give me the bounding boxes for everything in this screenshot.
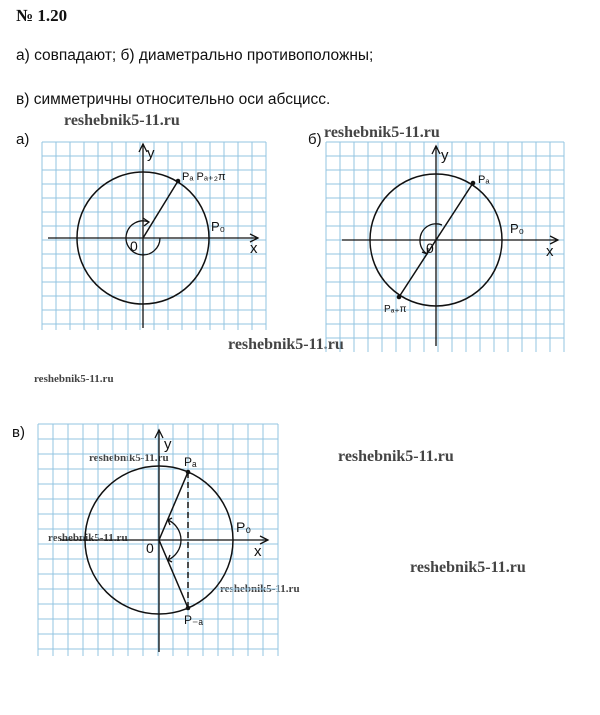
watermark: reshebnik5-11.ru xyxy=(324,124,440,141)
problem-number: № 1.20 xyxy=(16,6,68,25)
figure-c-p-alpha-label: Pₐ xyxy=(184,455,197,469)
figure-b-p0-label: P₀ xyxy=(510,221,525,236)
figure-c-origin-label: 0 xyxy=(146,540,154,556)
figure-c-rotation-arc-lower xyxy=(168,540,181,560)
figure-c-point-p-alpha xyxy=(186,470,191,475)
watermark: reshebnik5-11.ru xyxy=(48,532,128,544)
figure-a-label: а) xyxy=(16,131,30,148)
answer-line-2: в) симметричны относительно оси абсцисс. xyxy=(16,91,331,108)
figure-a-p-alpha-label: Pₐ Pₐ₊₂π xyxy=(182,171,226,183)
figure-c-p0-label: P₀ xyxy=(236,519,252,535)
watermark: reshebnik5-11.ru xyxy=(338,448,454,465)
watermark: reshebnik5-11.ru xyxy=(34,373,114,385)
figure-a-origin-label: 0 xyxy=(130,238,138,254)
figure-c-rotation-arc-upper xyxy=(168,520,181,540)
answer-line-1: а) совпадают; б) диаметрально противоположны; xyxy=(16,47,374,64)
figure-c-y-label: y xyxy=(164,436,172,453)
figure-b-p-alpha-label: Pₐ xyxy=(478,174,490,186)
figure-c-x-label: x xyxy=(254,543,262,560)
watermark: reshebnik5-11.ru xyxy=(410,559,526,576)
watermark: reshebnik5-11.ru xyxy=(228,336,344,353)
figure-a-x-label: x xyxy=(250,240,258,257)
figure-c-p-minus-alpha-label: P₋ₐ xyxy=(184,613,203,627)
watermark: reshebnik5-11.ru xyxy=(64,112,180,129)
figure-a-y-label: y xyxy=(147,145,155,162)
figure-b-x-label: x xyxy=(546,243,554,260)
watermark: reshebnik5-11.ru xyxy=(89,452,169,464)
figure-b-p-alpha-pi-label: Pₐ₊π xyxy=(384,304,407,315)
figure-c-point-p-minus-alpha xyxy=(186,606,191,611)
figure-b-origin-label: 0 xyxy=(426,240,434,256)
figure-c-label: в) xyxy=(12,424,25,441)
watermark: reshebnik5-11.ru xyxy=(220,583,300,595)
figure-a-p0-label: P₀ xyxy=(211,219,226,234)
figure-b-y-label: y xyxy=(441,147,449,164)
figure-b-label: б) xyxy=(308,131,322,148)
